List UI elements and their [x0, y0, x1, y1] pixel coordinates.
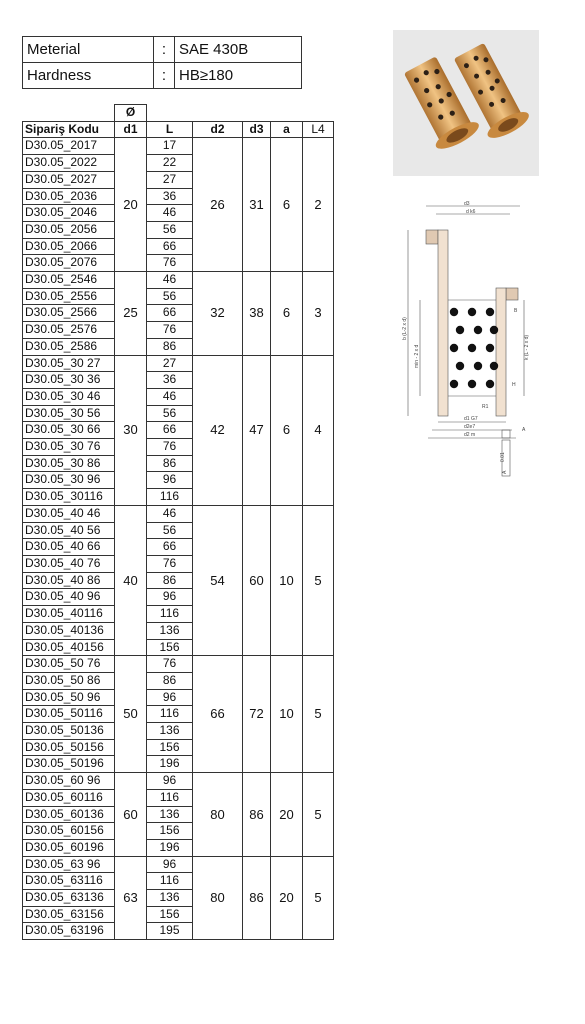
- d1-cell: 50: [115, 656, 147, 773]
- length-cell: 136: [147, 622, 193, 639]
- a-cell: 6: [271, 138, 303, 272]
- length-cell: 36: [147, 188, 193, 205]
- order-code-cell: D30.05_2576: [23, 322, 115, 339]
- label-k-dim: k (L - 2 x d): [524, 334, 530, 360]
- order-code-cell: D30.05_63156: [23, 906, 115, 923]
- order-code-cell: D30.05_30 27: [23, 355, 115, 372]
- length-cell: 96: [147, 689, 193, 706]
- order-code-cell: D30.05_30116: [23, 489, 115, 506]
- d1-cell: 40: [115, 505, 147, 655]
- order-code-cell: D30.05_60116: [23, 789, 115, 806]
- d2-cell: 66: [193, 656, 243, 773]
- order-code-cell: D30.05_2027: [23, 171, 115, 188]
- l4-cell: 3: [303, 272, 334, 356]
- length-cell: 196: [147, 839, 193, 856]
- d2-cell: 26: [193, 138, 243, 272]
- phi-symbol: Ø: [115, 105, 147, 122]
- d3-cell: 47: [243, 355, 271, 505]
- a-cell: 10: [271, 505, 303, 655]
- length-cell: 96: [147, 472, 193, 489]
- label-d1g7: d1 G7: [464, 416, 478, 422]
- order-code-cell: D30.05_40 96: [23, 589, 115, 606]
- order-code-cell: D30.05_40136: [23, 622, 115, 639]
- order-code-cell: D30.05_2566: [23, 305, 115, 322]
- label-b-dim: b (L-2 x d): [402, 317, 408, 340]
- l4-cell: 5: [303, 505, 334, 655]
- spec-row-hardness: [23, 63, 302, 89]
- header-l: L: [147, 121, 193, 138]
- order-code-cell: D30.05_2586: [23, 338, 115, 355]
- a-cell: 6: [271, 272, 303, 356]
- label-dk6: d k6: [466, 209, 476, 215]
- table-row: [23, 272, 334, 289]
- length-cell: 17: [147, 138, 193, 155]
- order-code-cell: D30.05_40 86: [23, 572, 115, 589]
- d3-cell: 31: [243, 138, 271, 272]
- order-code-cell: D30.05_30 86: [23, 455, 115, 472]
- spec-value: HB≥180: [175, 63, 302, 89]
- length-cell: 86: [147, 455, 193, 472]
- length-cell: 66: [147, 422, 193, 439]
- length-cell: 96: [147, 856, 193, 873]
- length-cell: 96: [147, 773, 193, 790]
- product-photo: [393, 30, 539, 176]
- length-cell: 116: [147, 489, 193, 506]
- length-cell: 66: [147, 238, 193, 255]
- order-code-cell: D30.05_60136: [23, 806, 115, 823]
- order-code-cell: D30.05_2546: [23, 272, 115, 289]
- header-siparis-kodu: Sipariş Kodu: [23, 121, 115, 138]
- length-cell: 27: [147, 171, 193, 188]
- order-code-cell: D30.05_2046: [23, 205, 115, 222]
- order-code-cell: D30.05_50196: [23, 756, 115, 773]
- label-datum: A: [502, 470, 508, 474]
- spec-label: Meterial: [23, 37, 154, 63]
- header-a: a: [271, 121, 303, 138]
- d2-cell: 32: [193, 272, 243, 356]
- l4-cell: 2: [303, 138, 334, 272]
- label-d2e7: d2e7: [464, 424, 476, 430]
- length-cell: 116: [147, 606, 193, 623]
- length-cell: 56: [147, 405, 193, 422]
- length-cell: 46: [147, 388, 193, 405]
- order-code-cell: D30.05_50 86: [23, 672, 115, 689]
- table-row: [23, 505, 334, 522]
- length-cell: 116: [147, 706, 193, 723]
- order-code-cell: D30.05_40 76: [23, 555, 115, 572]
- length-cell: 46: [147, 205, 193, 222]
- order-code-cell: D30.05_60196: [23, 839, 115, 856]
- label-min-dim: min - 2 x d: [414, 344, 420, 368]
- order-code-cell: D30.05_30 76: [23, 439, 115, 456]
- order-code-cell: D30.05_50116: [23, 706, 115, 723]
- header-d1: d1: [115, 121, 147, 138]
- order-code-cell: D30.05_40 66: [23, 539, 115, 556]
- order-code-cell: D30.05_50 96: [23, 689, 115, 706]
- length-cell: 76: [147, 255, 193, 272]
- l4-cell: 4: [303, 355, 334, 505]
- order-code-cell: D30.05_30 36: [23, 372, 115, 389]
- order-code-cell: D30.05_50 76: [23, 656, 115, 673]
- order-code-cell: D30.05_30 96: [23, 472, 115, 489]
- header-l4: L4: [303, 121, 334, 138]
- table-row: [23, 773, 334, 790]
- order-code-cell: D30.05_63116: [23, 873, 115, 890]
- l4-cell: 5: [303, 773, 334, 857]
- length-cell: 156: [147, 823, 193, 840]
- length-cell: 27: [147, 355, 193, 372]
- length-cell: 76: [147, 322, 193, 339]
- order-code-cell: D30.05_2556: [23, 288, 115, 305]
- spec-row-material: [23, 37, 302, 63]
- d1-cell: 63: [115, 856, 147, 940]
- length-cell: 56: [147, 288, 193, 305]
- table-row: [23, 138, 334, 155]
- length-cell: 136: [147, 723, 193, 740]
- order-code-cell: D30.05_63196: [23, 923, 115, 940]
- order-code-cell: D30.05_50156: [23, 739, 115, 756]
- d1-cell: 30: [115, 355, 147, 505]
- length-cell: 22: [147, 155, 193, 172]
- label-a: A: [522, 427, 526, 433]
- header-d2: d2: [193, 121, 243, 138]
- d3-cell: 86: [243, 773, 271, 857]
- order-code-cell: D30.05_63136: [23, 890, 115, 907]
- order-code-cell: D30.05_60 96: [23, 773, 115, 790]
- length-cell: 66: [147, 305, 193, 322]
- spec-value: SAE 430B: [175, 37, 302, 63]
- d2-cell: 54: [193, 505, 243, 655]
- order-code-cell: D30.05_2056: [23, 221, 115, 238]
- order-code-cell: D30.05_30 66: [23, 422, 115, 439]
- order-code-cell: D30.05_63 96: [23, 856, 115, 873]
- phi-header-row: [23, 105, 334, 122]
- length-cell: 196: [147, 756, 193, 773]
- table-row: [23, 856, 334, 873]
- length-cell: 116: [147, 789, 193, 806]
- order-code-cell: D30.05_40156: [23, 639, 115, 656]
- order-code-cell: D30.05_2036: [23, 188, 115, 205]
- l4-cell: 5: [303, 656, 334, 773]
- graphite-plug-pattern: [450, 308, 498, 388]
- order-code-cell: D30.05_2066: [23, 238, 115, 255]
- product-table: [22, 104, 334, 940]
- length-cell: 46: [147, 505, 193, 522]
- length-cell: 76: [147, 555, 193, 572]
- order-code-cell: D30.05_2022: [23, 155, 115, 172]
- a-cell: 6: [271, 355, 303, 505]
- label-r1: R1: [482, 404, 489, 410]
- order-code-cell: D30.05_2076: [23, 255, 115, 272]
- d2-cell: 80: [193, 773, 243, 857]
- length-cell: 116: [147, 873, 193, 890]
- column-header-row: [23, 121, 334, 138]
- order-code-cell: D30.05_30 46: [23, 388, 115, 405]
- spec-label: Hardness: [23, 63, 154, 89]
- d1-cell: 25: [115, 272, 147, 356]
- length-cell: 136: [147, 806, 193, 823]
- length-cell: 86: [147, 572, 193, 589]
- label-tolerance: 0.01: [500, 452, 506, 462]
- material-spec-table: [22, 36, 302, 89]
- length-cell: 66: [147, 539, 193, 556]
- length-cell: 156: [147, 906, 193, 923]
- order-code-cell: D30.05_60156: [23, 823, 115, 840]
- order-code-cell: D30.05_40116: [23, 606, 115, 623]
- length-cell: 136: [147, 890, 193, 907]
- d3-cell: 38: [243, 272, 271, 356]
- order-code-cell: D30.05_30 56: [23, 405, 115, 422]
- a-cell: 20: [271, 856, 303, 940]
- d2-cell: 42: [193, 355, 243, 505]
- order-code-cell: D30.05_2017: [23, 138, 115, 155]
- label-h: H: [512, 382, 516, 388]
- length-cell: 56: [147, 221, 193, 238]
- length-cell: 96: [147, 589, 193, 606]
- d2-cell: 80: [193, 856, 243, 940]
- length-cell: 36: [147, 372, 193, 389]
- order-code-cell: D30.05_50136: [23, 723, 115, 740]
- length-cell: 76: [147, 656, 193, 673]
- d3-cell: 60: [243, 505, 271, 655]
- d3-cell: 86: [243, 856, 271, 940]
- order-code-cell: D30.05_40 46: [23, 505, 115, 522]
- length-cell: 156: [147, 639, 193, 656]
- d1-cell: 20: [115, 138, 147, 272]
- length-cell: 76: [147, 439, 193, 456]
- length-cell: 156: [147, 739, 193, 756]
- length-cell: 86: [147, 338, 193, 355]
- length-cell: 56: [147, 522, 193, 539]
- label-b: B: [514, 308, 518, 314]
- spec-separator: :: [154, 37, 175, 63]
- header-d3: d3: [243, 121, 271, 138]
- a-cell: 20: [271, 773, 303, 857]
- label-d2m: d2 m: [464, 432, 476, 438]
- length-cell: 46: [147, 272, 193, 289]
- table-row: [23, 656, 334, 673]
- length-cell: 195: [147, 923, 193, 940]
- order-code-cell: D30.05_40 56: [23, 522, 115, 539]
- label-d3: d3: [464, 201, 470, 207]
- spec-separator: :: [154, 63, 175, 89]
- a-cell: 10: [271, 656, 303, 773]
- length-cell: 86: [147, 672, 193, 689]
- table-row: [23, 355, 334, 372]
- l4-cell: 5: [303, 856, 334, 940]
- d1-cell: 60: [115, 773, 147, 857]
- d3-cell: 72: [243, 656, 271, 773]
- technical-drawing: [398, 200, 532, 485]
